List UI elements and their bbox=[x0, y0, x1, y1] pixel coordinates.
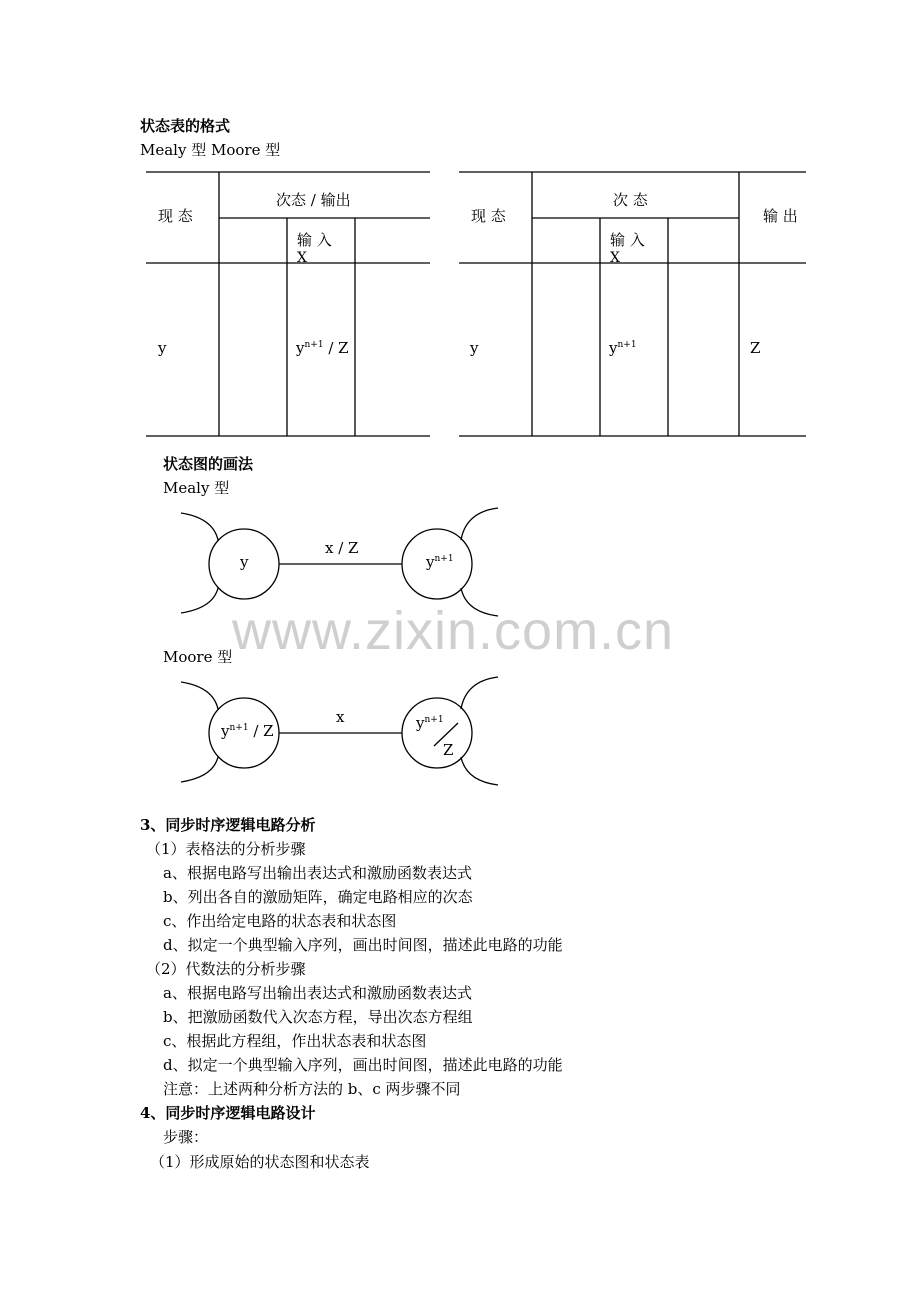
watermark: www.zixin.com.cn bbox=[232, 601, 675, 661]
moore-col-next: 次 态 bbox=[613, 191, 648, 209]
section3-sub2-step: b、把激励函数代入次态方程，导出次态方程组 bbox=[163, 1008, 473, 1026]
types-line: Mealy 型 Moore 型 bbox=[140, 141, 281, 159]
moore-right-bottom: Z bbox=[443, 741, 454, 759]
moore-left-state: $y^{n+1}$ / Z bbox=[221, 722, 274, 740]
section3-sub1-step: a、根据电路写出输出表达式和激励函数表达式 bbox=[163, 864, 472, 882]
mealy-label: Mealy 型 bbox=[163, 479, 230, 497]
moore-row-output: Z bbox=[750, 339, 761, 357]
diagram-method-heading: 状态图的画法 bbox=[163, 455, 254, 473]
moore-col-output: 输 出 bbox=[763, 207, 798, 225]
mealy-col-input: 输 入 bbox=[297, 231, 332, 249]
section3-sub1-step: c、作出给定电路的状态表和状态图 bbox=[163, 912, 397, 930]
section3-sub1-step: d、拟定一个典型输入序列，画出时间图，描述此电路的功能 bbox=[163, 936, 563, 954]
mealy-row-cell: $y^{n+1}$ / Z bbox=[296, 339, 349, 357]
section3-sub2-step: d、拟定一个典型输入序列，画出时间图，描述此电路的功能 bbox=[163, 1056, 563, 1074]
mealy-col-present: 现 态 bbox=[158, 207, 193, 225]
mealy-right-state: $y^{n+1}$ bbox=[426, 553, 454, 571]
moore-table-grid bbox=[459, 172, 806, 436]
moore-label: Moore 型 bbox=[163, 648, 233, 666]
table-format-heading: 状态表的格式 bbox=[140, 117, 231, 135]
moore-row-present: y bbox=[470, 339, 479, 357]
section4-steps-label: 步骤： bbox=[163, 1128, 209, 1146]
moore-right-top: $y^{n+1}$ bbox=[416, 714, 444, 732]
section3-sub1-step: b、列出各自的激励矩阵，确定电路相应的次态 bbox=[163, 888, 473, 906]
moore-input-var: X bbox=[610, 250, 620, 262]
moore-edge-label: x bbox=[336, 708, 345, 726]
mealy-row-present: y bbox=[158, 339, 167, 357]
section3-sub2-step: c、根据此方程组，作出状态表和状态图 bbox=[163, 1032, 427, 1050]
section4-title: 4、同步时序逻辑电路设计 bbox=[140, 1104, 316, 1122]
moore-col-input: 输 入 bbox=[610, 231, 645, 249]
section3-title: 3、同步时序逻辑电路分析 bbox=[140, 816, 316, 834]
section3-sub2: （2）代数法的分析步骤 bbox=[146, 960, 306, 978]
mealy-col-next-output: 次态 / 输出 bbox=[276, 191, 351, 209]
mealy-edge-label: x / Z bbox=[325, 539, 359, 557]
section3-sub1: （1）表格法的分析步骤 bbox=[146, 840, 306, 858]
section3-sub2-step: a、根据电路写出输出表达式和激励函数表达式 bbox=[163, 984, 472, 1002]
moore-row-cell: $y^{n+1}$ bbox=[609, 339, 637, 357]
section3-note: 注意：上述两种分析方法的 b、c 两步骤不同 bbox=[163, 1080, 461, 1098]
mealy-input-var: X bbox=[297, 250, 307, 262]
section4-step1: （1）形成原始的状态图和状态表 bbox=[150, 1153, 370, 1171]
moore-col-present: 现 态 bbox=[471, 207, 506, 225]
mealy-left-state: y bbox=[240, 553, 249, 571]
